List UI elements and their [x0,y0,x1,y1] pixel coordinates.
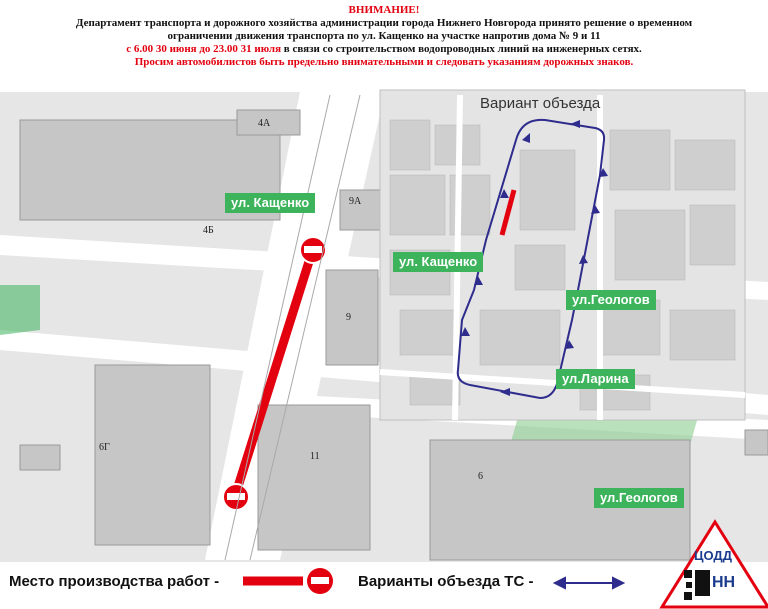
building-number: 4Б [203,225,214,236]
no-entry-icon [307,568,333,594]
no-entry-icon [300,237,326,263]
building-number: 9 [346,312,351,323]
notice-reason: в связи со строительством водопроводных линий на инженерных сетях. [281,43,642,55]
notice-line-4: Просим автомобилистов быть предельно внимательными и следовать указаниям дорожных знаков. [134,56,634,68]
logo-sub: НН [712,574,736,591]
building-number: 6 [478,471,483,482]
notice-line-3 [0,43,768,56]
legend-detour-text: Варианты объезда ТС - [358,573,534,590]
no-entry-icon [223,484,249,510]
building-number: 11 [310,451,320,462]
green-area [0,285,40,335]
notice-header [0,4,768,69]
inset-label-geologov: ул.Геологов [566,290,656,310]
inset-title: Вариант объезда [480,95,601,112]
building-number: 6Г [99,442,110,453]
street-label-kashchenko: ул. Кащенко [225,193,315,213]
inset-label-kashchenko: ул. Кащенко [393,252,483,272]
double-arrow-icon [555,578,623,588]
legend-work-zone-text: Место производства работ - [9,573,220,590]
inset-label-larina: ул.Ларина [556,369,635,389]
notice-title: ВНИМАНИЕ! [348,4,420,16]
notice-dates: с 6.00 30 июня до 23.00 31 июля [126,43,282,55]
street-label-geologov: ул.Геологов [594,488,684,508]
logo-text: ЦОДД [694,548,732,563]
notice-line-1: Департамент транспорта и дорожного хозяйства администрации города Нижнего Новгорода принято решение о временном [75,17,693,29]
notice-line-2: ограничении движения транспорта по ул. Кащенко на участке напротив дома № 9 и 11 [167,30,601,42]
building-number: 9А [349,196,362,207]
building-number: 4А [258,118,271,129]
